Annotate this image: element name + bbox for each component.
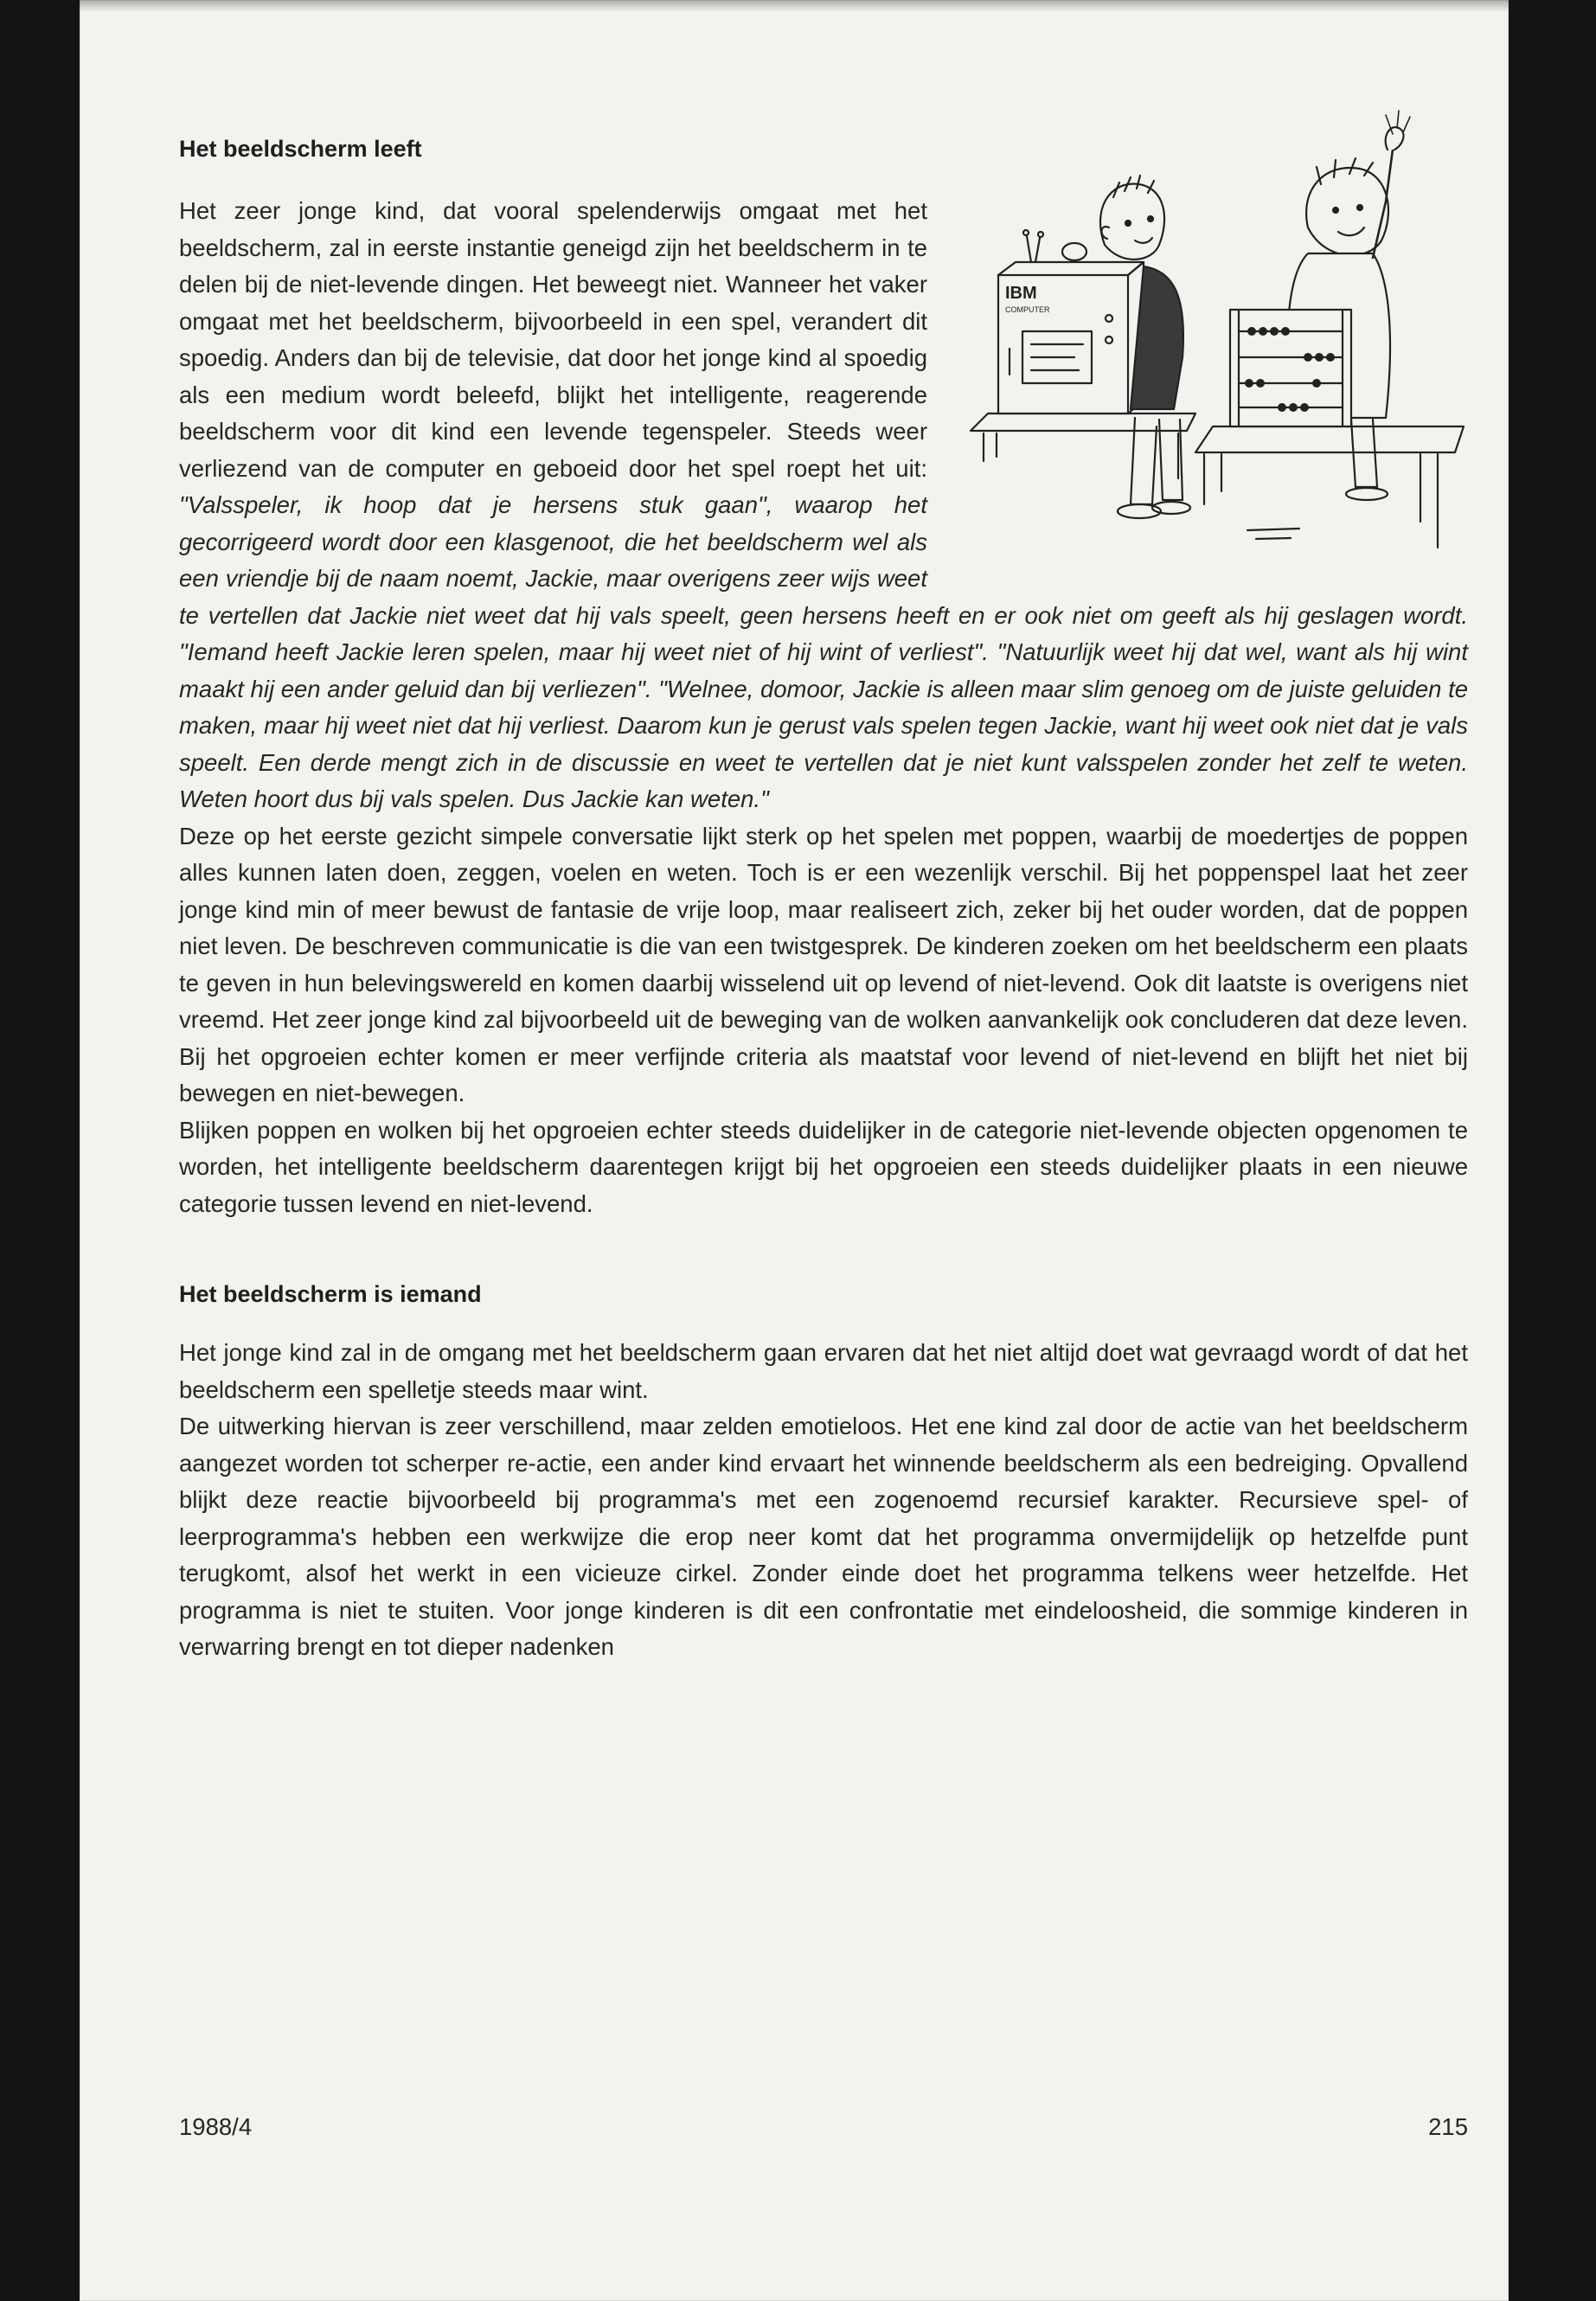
article-content — [179, 134, 1468, 1666]
page-top-shadow — [80, 0, 1509, 12]
dialogue-quote: "Valsspeler, ik hoop dat je hersens stuk gaan", waarop het gecorrigeerd wordt door een klasgenoot, die het beeldscherm wel als een vriendje bij de naam noemt, Jackie, maar overigens zeer wijs weet te vertellen dat Jackie niet weet dat hij vals speelt, geen hersens heeft en er ook niet om geeft als hij geslagen wordt. "Iemand heeft Jackie leren spelen, maar hij weet niet of hij wint of verliest". "Natuurlijk weet hij dat wel, want als hij wint maakt hij een ander geluid dan bij verliezen". "Welnee, domoor, Jackie is alleen maar slim genoeg om de juiste geluiden te maken, maar hij weet niet dat hij verliest. Daarom kun je gerust vals spelen tegen Jackie, want hij weet ook niet dat je vals speelt. Een derde mengt zich in de discussie en weet te vertellen dat je niet kunt valsspelen zonder het zelf te weten. Weten hoort dus bij vals spelen. Dus Jackie kan weten." — [179, 491, 1468, 812]
cartoon-children-computer-abacus — [936, 98, 1477, 565]
paragraph: De uitwerking hiervan is zeer verschillend, maar zelden emotieloos. Het ene kind zal door de actie van het beeldscherm aangezet worden tot scherper re-actie, een ander kind ervaart het winnende beeldscherm als een bedreiging. Opvallend blijkt deze reactie bijvoorbeeld bij programma's met een zogenoemd recursief karakter. Recursieve spel- of leerprogramma's hebben een werkwijze die erop neer komt dat het programma onvermijdelijk op hetzelfde punt terugkomt, alsof het werkt in een vicieuze cirkel. Zonder einde doet het programma telkens weer hetzelfde. Het programma is niet te stuiten. Voor jonge kinderen is dit een confrontatie met eindeloosheid, die sommige kinderen in verwarring brengt en tot dieper nadenken — [179, 1413, 1468, 1660]
page — [80, 0, 1509, 2301]
issue-number: 1988/4 — [179, 2113, 253, 2140]
paragraph: Blijken poppen en wolken bij het opgroeien echter steeds duidelijker in de categorie niet-levende objecten opgenomen te worden, het intelligente beeldscherm daarentegen krijgt bij het opgroeien een steeds duidelijker plaats in een nieuwe categorie tussen levend en niet-levend. — [179, 1116, 1468, 1217]
section-heading-beeldscherm-leeft: Het beeldscherm leeft — [179, 136, 422, 162]
computer-label: IBM — [1005, 284, 1037, 303]
section-heading-beeldscherm-is-iemand: Het beeldscherm is iemand — [179, 1281, 482, 1307]
paragraph: Het jonge kind zal in de omgang met het beeldscherm gaan ervaren dat het niet altijd doet wat gevraagd wordt of dat het beeldscherm een spelletje steeds maar wint. — [179, 1339, 1468, 1403]
page-footer — [179, 2113, 1468, 2141]
computer-sublabel: COMPUTER — [1005, 305, 1050, 314]
cartoon-illustration — [936, 98, 1477, 565]
page-number: 215 — [1428, 2113, 1468, 2140]
paragraph-text: Het zeer jonge kind, dat vooral spelenderwijs omgaat met het beeldscherm, zal in eerste instantie geneigd zijn het beeldscherm in te delen bij de niet-levende dingen. Het beweegt niet. Wanneer het vaker omgaat met het beeldscherm, bijvoorbeeld in een spel, verandert dit spoedig. Anders dan bij de televisie, dat door het jonge kind al spoedig als een medium wordt beleefd, blijkt het intelligente, reagerende beeldscherm voor dit kind een levende tegenspeler. Steeds weer verliezend van de computer en geboeid door het spel roept het uit: — [179, 197, 927, 482]
paragraph: Deze op het eerste gezicht simpele conversatie lijkt sterk op het spelen met poppen, waarbij de moedertjes de poppen alles kunnen laten doen, zeggen, voelen en weten. Toch is er een wezenlijk verschil. Bij het poppenspel laat het zeer jonge kind min of meer bewust de fantasie de vrije loop, maar realiseert zich, zeker bij het ouder worden, dat de poppen niet leven. De beschreven communicatie is die van een twistgesprek. De kinderen zoeken om het beeldscherm een plaats te geven in hun belevingswereld en komen daarbij wisselend uit op levend of niet-levend. Ook dit laatste is overigens niet vreemd. Het zeer jonge kind zal bijvoorbeeld uit de beweging van de wolken aanvankelijk ook concluderen dat deze leven. Bij het opgroeien echter komen er meer verfijnde criteria als maatstaf voor levend of niet-levend en blijft het niet bij bewegen en niet-bewegen. — [179, 822, 1468, 1106]
